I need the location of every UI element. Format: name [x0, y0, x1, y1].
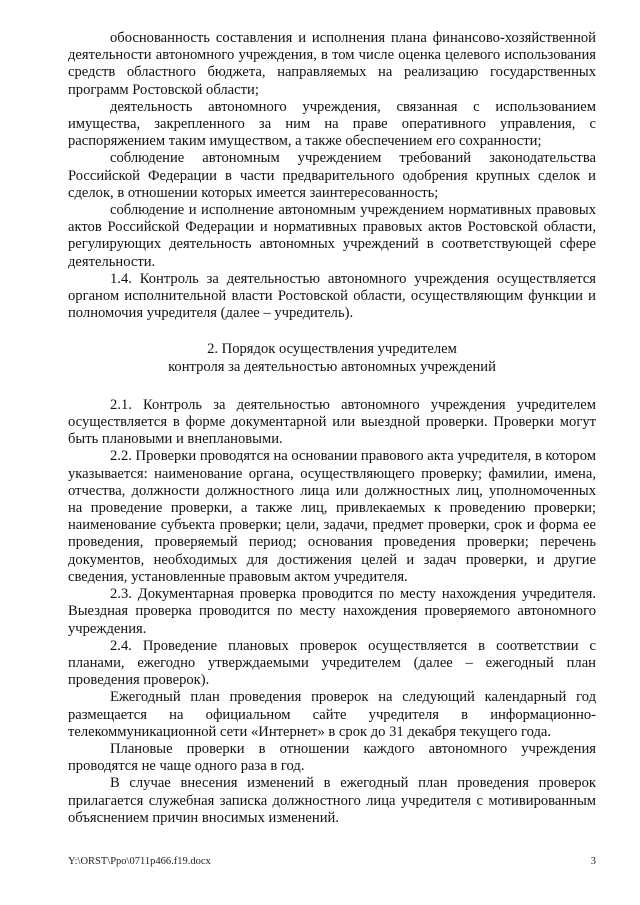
paragraph-regulations: соблюдение и исполнение автономным учреждением нормативных правовых актов Российской Федерации и нормативных правовых актов Ростовской области, регулирующих деятельность автономных учреждений в соответствующей сфере деятельности. — [68, 202, 596, 270]
section-2-heading-line1: 2. Порядок осуществления учредителем — [207, 341, 457, 358]
footer-file-path: Y:\ORST\Ppo\0711p466.f19.docx — [68, 856, 211, 867]
paragraph-plan-changes: В случае внесения изменений в ежегодный план проведения проверок прилагается служебная записка должностного лица учредителя с мотивированным объяснением причин вносимых изменений. — [68, 775, 596, 826]
section-2-heading — [68, 341, 596, 375]
paragraph-property: деятельность автономного учреждения, связанная с использованием имущества, закрепленного за ним на праве оперативного управления, с распоряжением таким имуществом, а также обеспечением его сохранности; — [68, 98, 596, 150]
section-2-heading-line2: контроля за деятельностью автономных учреждений — [168, 358, 496, 375]
paragraph-2-2: 2.2. Проверки проводятся на основании правового акта учредителя, в котором указывается: наименование органа, осуществляющего проверку; фамилии, имена, отчества, должности должностного лица или должностных лиц, уполномоченных на проведение проверки, а также лиц, привлекаемых к проведению проверки; наименование субъекта проверки; цели, задачи, предмет проверки, срок и форма ее проведения, проверяемый период; основания проведения проверки; перечень документов, необходимых для достижения целей и задач проверки, и другие сведения, установленные правовым актом учредителя. — [68, 448, 596, 585]
paragraph-2-3: 2.3. Документарная проверка проводится по месту нахождения учредителя. Выездная проверка проводится по месту нахождения проверяемого автономного учреждения. — [68, 586, 596, 637]
paragraph-financial-plan: обоснованность составления и исполнения плана финансово-хозяйственной деятельности автономного учреждения, в том числе оценка целевого использования средств областного бюджета, направляемых на реализацию государственных программ Ростовской области; — [68, 30, 596, 98]
paragraph-annual-plan: Ежегодный план проведения проверок на следующий календарный год размещается на официальном сайте учредителя в информационно-телекоммуникационной сети «Интернет» в срок до 31 декабря текущего года. — [68, 689, 596, 740]
document-page — [68, 30, 596, 827]
paragraph-planned-checks: Плановые проверки в отношении каждого автономного учреждения проводятся не чаще одного раза в год. — [68, 740, 596, 775]
paragraph-2-1: 2.1. Контроль за деятельностью автономного учреждения учредителем осуществляется в форме документарной или выездной проверки. Проверки могут быть плановыми и внеплановыми. — [68, 396, 596, 448]
paragraph-1-4: 1.4. Контроль за деятельностью автономного учреждения осуществляется органом исполнительной власти Ростовской области, осуществляющим функции и полномочия учредителя (далее – учредитель). — [68, 270, 596, 322]
page-footer — [68, 856, 596, 867]
paragraph-2-4: 2.4. Проведение плановых проверок осуществляется в соответствии с планами, ежегодно утверждаемыми учредителем (далее – ежегодный план проведения проверок). — [68, 637, 596, 689]
paragraph-transactions: соблюдение автономным учреждением требований законодательства Российской Федерации в части предварительного одобрения крупных сделок и сделок, в отношении которых имеется заинтересованность; — [68, 150, 596, 201]
footer-page-number: 3 — [590, 856, 596, 867]
